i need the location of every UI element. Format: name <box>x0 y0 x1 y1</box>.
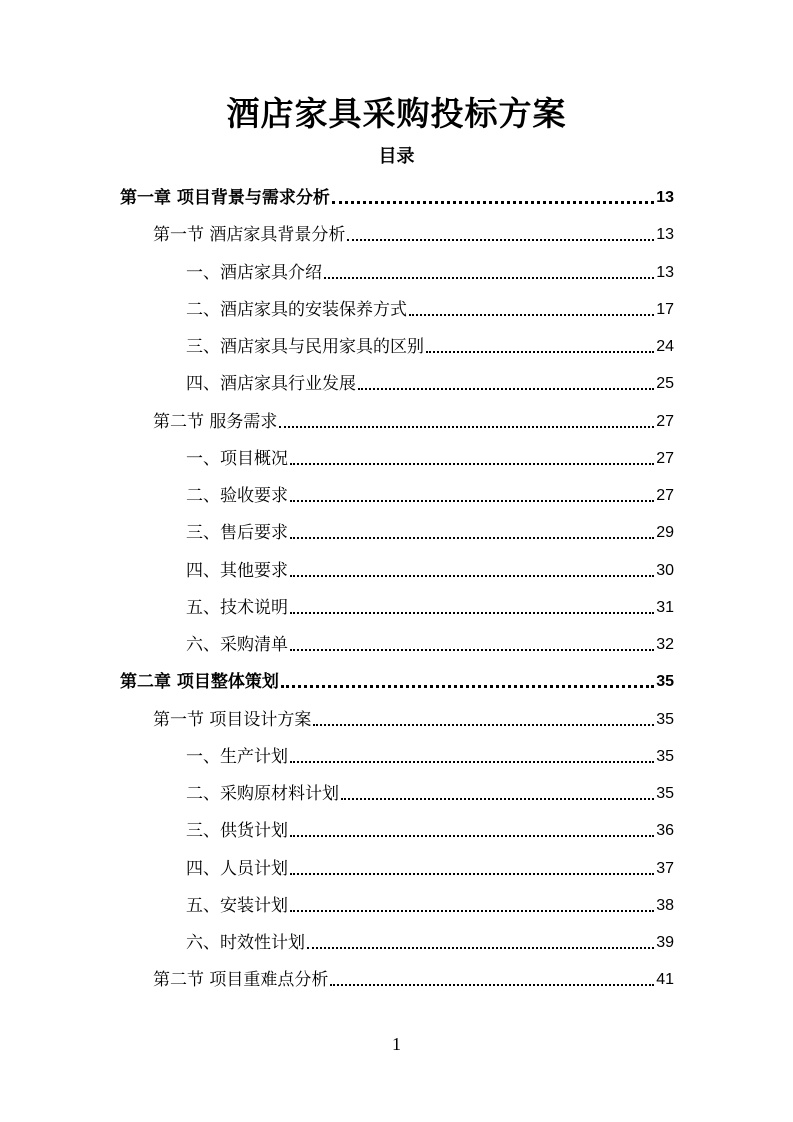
toc-entry-label: 第一节 酒店家具背景分析 <box>153 225 346 246</box>
toc-item-entry[interactable] <box>186 290 674 327</box>
toc-entry-label: 六、采购清单 <box>186 635 288 655</box>
toc-entry-label: 五、技术说明 <box>186 597 288 618</box>
toc-entry-label: 第二章 项目整体策划 <box>120 672 279 693</box>
toc-entry-label: 二、验收要求 <box>186 486 288 506</box>
toc-dot-leader <box>324 277 654 279</box>
toc-dot-leader <box>290 910 654 912</box>
toc-entry-page: 24 <box>656 338 674 355</box>
toc-dot-leader <box>347 239 654 241</box>
toc-dot-leader <box>290 873 654 875</box>
toc-item-entry[interactable] <box>186 364 674 401</box>
toc-entry-page: 39 <box>656 934 674 951</box>
toc-dot-leader <box>290 761 654 763</box>
toc-item-entry[interactable] <box>186 774 674 811</box>
toc-entry-page: 13 <box>656 189 674 206</box>
toc-entry-label: 五、安装计划 <box>186 895 288 916</box>
toc-entry-page: 35 <box>656 710 674 728</box>
toc-entry-label: 二、采购原材料计划 <box>186 784 339 804</box>
toc-dot-leader <box>426 351 654 353</box>
toc-dot-leader <box>313 724 654 726</box>
toc-entry-page: 35 <box>656 747 674 765</box>
toc-entry-page: 41 <box>656 971 674 989</box>
toc-item-entry[interactable] <box>186 476 674 513</box>
toc-entry-page: 30 <box>656 561 674 579</box>
toc-entry-page: 17 <box>656 300 674 318</box>
toc-entry-label: 三、酒店家具与民用家具的区别 <box>186 337 424 357</box>
toc-dot-leader <box>290 612 654 614</box>
toc-entry-page: 35 <box>656 673 674 691</box>
toc-entry-label: 第二节 服务需求 <box>153 411 278 432</box>
toc-entry-page: 31 <box>656 598 674 616</box>
toc-entry-page: 27 <box>656 487 674 504</box>
toc-item-entry[interactable] <box>186 327 674 364</box>
toc-item-entry[interactable] <box>186 625 674 662</box>
toc-dot-leader <box>279 426 654 428</box>
toc-entry-label: 一、项目概况 <box>186 448 288 469</box>
toc-dot-leader <box>332 201 654 204</box>
toc-dot-leader <box>290 835 654 837</box>
toc-entry-label: 第一节 项目设计方案 <box>153 709 312 730</box>
toc-entry-label: 第二节 项目重难点分析 <box>153 970 329 991</box>
toc-dot-leader <box>290 575 654 577</box>
toc-item-entry[interactable] <box>186 439 674 476</box>
toc-dot-leader <box>358 388 654 390</box>
toc-item-entry[interactable] <box>186 849 674 886</box>
toc-dot-leader <box>290 500 654 502</box>
toc-item-entry[interactable] <box>186 737 674 774</box>
toc-entry-page: 32 <box>656 636 674 653</box>
toc-entry-page: 29 <box>656 524 674 542</box>
toc-entry-page: 38 <box>656 896 674 914</box>
toc-item-entry[interactable] <box>186 588 674 625</box>
toc-entry-label: 一、酒店家具介绍 <box>186 262 322 283</box>
toc-entry-label: 四、人员计划 <box>186 858 288 879</box>
toc-chapter-entry[interactable] <box>120 178 674 215</box>
toc-entry-label: 三、售后要求 <box>186 523 288 544</box>
toc-entry-page: 13 <box>656 263 674 281</box>
toc-entry-page: 35 <box>656 785 674 802</box>
toc-item-entry[interactable] <box>186 886 674 923</box>
toc-entry-label: 第一章 项目背景与需求分析 <box>120 188 330 208</box>
toc-section-entry[interactable] <box>153 215 674 252</box>
toc-entry-label: 一、生产计划 <box>186 746 288 767</box>
toc-item-entry[interactable] <box>186 811 674 848</box>
toc-section-entry[interactable] <box>153 960 674 997</box>
toc-chapter-entry[interactable] <box>120 662 674 699</box>
page-number: 1 <box>392 1034 401 1054</box>
toc-entry-page: 13 <box>656 226 674 244</box>
toc-entry-page: 27 <box>656 449 674 467</box>
toc-item-entry[interactable] <box>186 923 674 960</box>
toc-dot-leader <box>341 798 654 800</box>
toc-entry-page: 25 <box>656 375 674 393</box>
toc-entry-label: 六、时效性计划 <box>186 933 305 953</box>
toc-entry-label: 四、酒店家具行业发展 <box>186 374 356 395</box>
document-title: 酒店家具采购投标方案 <box>226 94 567 133</box>
toc-dot-leader <box>290 649 654 651</box>
toc-entry-label: 二、酒店家具的安装保养方式 <box>186 299 407 320</box>
toc-dot-leader <box>409 314 654 316</box>
toc-item-entry[interactable] <box>186 513 674 550</box>
toc-entry-label: 四、其他要求 <box>186 560 288 581</box>
toc-dot-leader <box>290 463 654 465</box>
toc-item-entry[interactable] <box>186 253 674 290</box>
toc-heading: 目录 <box>378 146 415 167</box>
toc-entry-label: 三、供货计划 <box>186 821 288 842</box>
toc-dot-leader <box>290 537 654 539</box>
toc-section-entry[interactable] <box>153 700 674 737</box>
toc-item-entry[interactable] <box>186 551 674 588</box>
toc-dot-leader <box>281 685 654 688</box>
toc-dot-leader <box>307 947 654 949</box>
toc-entry-page: 37 <box>656 859 674 877</box>
toc-entry-page: 36 <box>656 822 674 840</box>
toc-entry-page: 27 <box>656 412 674 430</box>
toc-dot-leader <box>330 984 654 986</box>
toc-section-entry[interactable] <box>153 402 674 439</box>
